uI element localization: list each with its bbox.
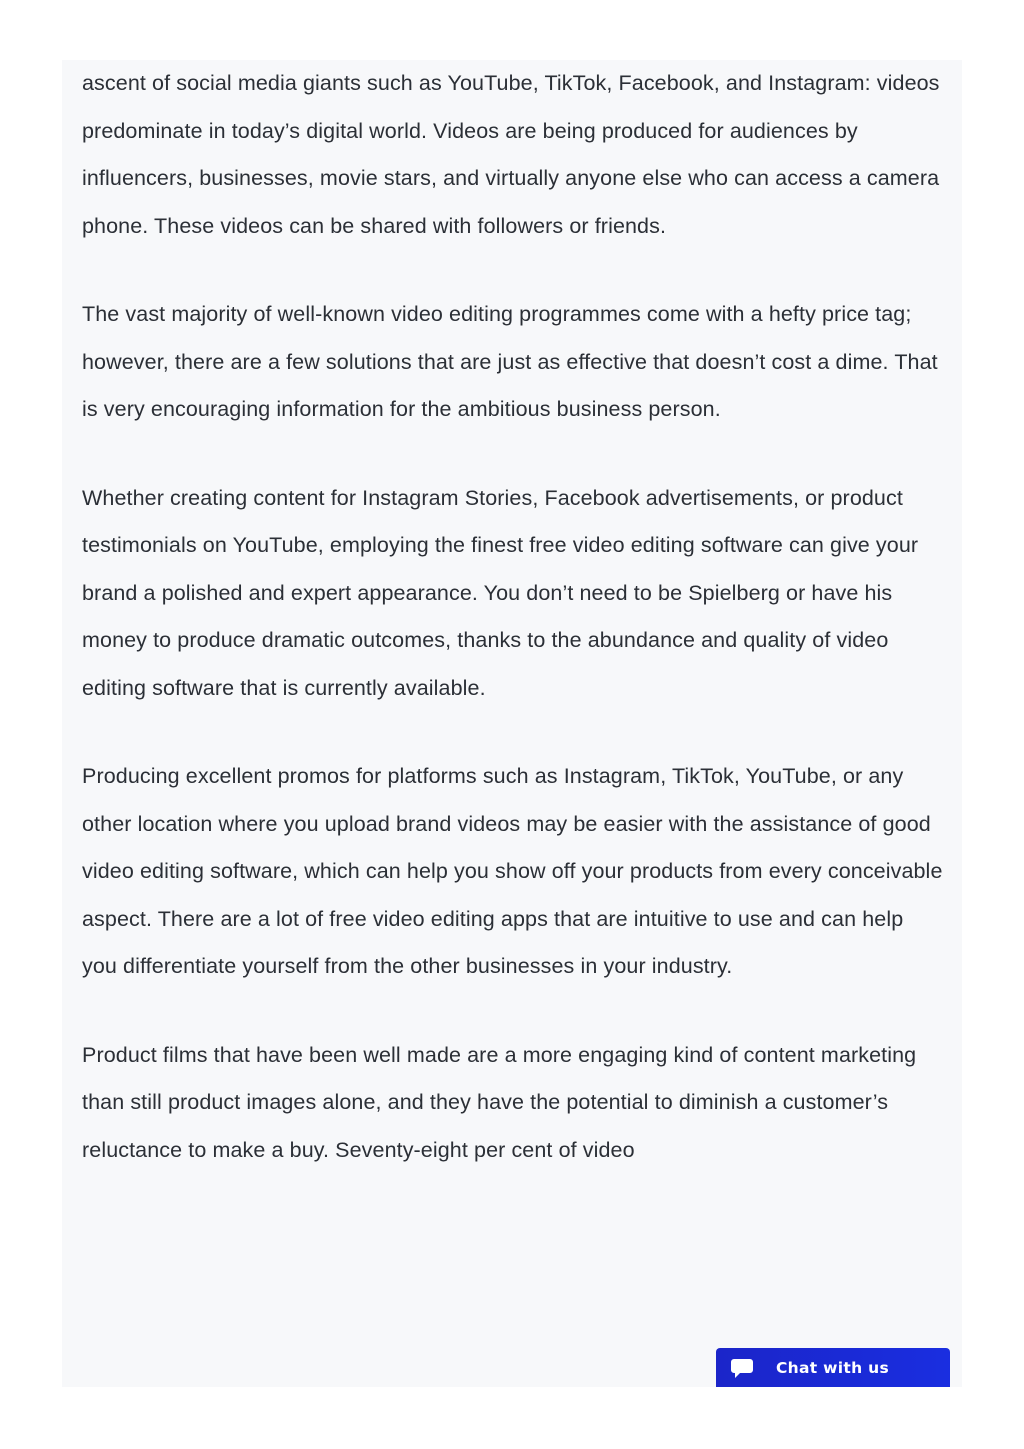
article-paragraph-2: The vast majority of well-known video editing programmes come with a hefty price tag; however, there are a few solutions that are just as effective that doesn’t cost a dime. That is very encouraging information for the ambitious business person. (82, 302, 938, 421)
article-panel (62, 60, 962, 1387)
article-paragraph-4: Producing excellent promos for platforms such as Instagram, TikTok, YouTube, or any other location where you upload brand videos may be easier with the assistance of good video editing software, which can help you show off your products from every conceivable aspect. There are a lot of free video editing apps that are intuitive to use and can help you differentiate yourself from the other businesses in your industry. (82, 764, 943, 978)
article-body (82, 60, 944, 1215)
article-paragraph-1: ascent of social media giants such as YouTube, TikTok, Facebook, and Instagram: videos predominate in today’s digital world. Videos are being produced for audiences by influencers, businesses, movie stars, and virtually anyone else who can access a camera phone. These videos can be shared with followers or friends. (82, 71, 940, 238)
chat-with-us-label: Chat with us (776, 1358, 890, 1377)
article-paragraph-5: Product films that have been well made are a more engaging kind of content marketing than still product images alone, and they have the potential to diminish a customer’s reluctance to make a buy. Seventy-eight per cent of video (82, 1042, 917, 1162)
article-paragraph-3: Whether creating content for Instagram Stories, Facebook advertisements, or product testimonials on YouTube, employing the finest free video editing software can give your brand a polished and expert appearance. You don’t need to be Spielberg or have his money to produce dramatic outcomes, thanks to the abundance and quality of video editing software that is currently available. (82, 485, 919, 700)
chat-with-us-button[interactable] (716, 1348, 950, 1387)
chat-bubble-icon (720, 1348, 764, 1387)
